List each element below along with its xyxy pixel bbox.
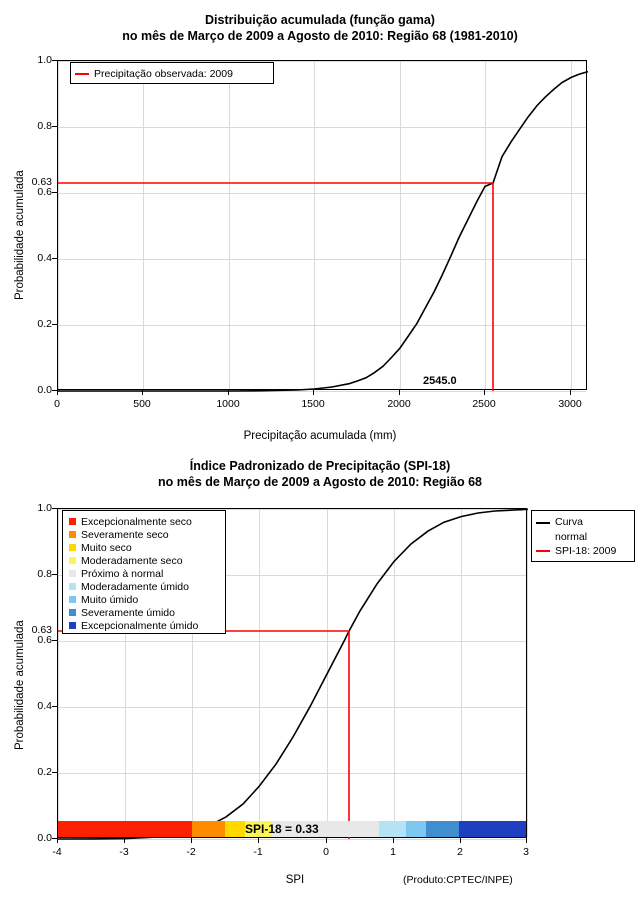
tick xyxy=(52,706,57,707)
colorbar-segment xyxy=(459,821,526,837)
tick xyxy=(526,838,527,843)
legend-item-label: Curva xyxy=(555,516,584,528)
legend-item-label: Excepcionalmente úmido xyxy=(81,619,199,632)
tick xyxy=(399,390,400,395)
legend-item-proximo-a-normal[interactable] xyxy=(63,567,225,580)
xtick-label: 3000 xyxy=(558,398,582,410)
legend-dot-icon xyxy=(69,518,76,525)
tick xyxy=(52,192,57,193)
tick xyxy=(570,390,571,395)
tick xyxy=(191,838,192,843)
legend-item-label: Muito úmido xyxy=(81,593,139,606)
ytick-label: 0.6 xyxy=(37,634,52,646)
legend-dot-icon xyxy=(69,622,76,629)
xtick-label: 500 xyxy=(133,398,151,410)
tick xyxy=(142,390,143,395)
legend-dot-icon xyxy=(69,583,76,590)
legend-item-label: normal xyxy=(555,531,588,543)
legend-dot-icon xyxy=(69,609,76,616)
spi-chart xyxy=(0,450,640,900)
tick xyxy=(258,838,259,843)
legend-item-muito-seco[interactable] xyxy=(63,541,225,554)
ytick-label: 1.0 xyxy=(37,502,52,514)
tick xyxy=(326,838,327,843)
tick xyxy=(52,60,57,61)
legend-item-spi-2009[interactable] xyxy=(532,544,634,558)
colorbar-segment xyxy=(58,821,192,837)
xtick-label: 2500 xyxy=(472,398,496,410)
chart-title-top-line1: Distribuição acumulada (função gama) xyxy=(205,13,435,27)
tick xyxy=(52,508,57,509)
legend-item-label: Moderadamente úmido xyxy=(81,580,189,593)
tick xyxy=(313,390,314,395)
xtick-label: 1500 xyxy=(301,398,325,410)
legend-item-excepcionalmente-seco[interactable] xyxy=(63,515,225,528)
tick xyxy=(57,390,58,395)
chart-title-bottom xyxy=(0,458,640,490)
xtick-label: 1 xyxy=(390,846,396,858)
xaxis-title-bottom: SPI xyxy=(285,874,305,886)
legend-dot-icon xyxy=(69,557,76,564)
colorbar-segment xyxy=(192,821,225,837)
chart-title-top xyxy=(0,12,640,44)
curve-svg-top xyxy=(58,61,588,391)
colorbar-segment xyxy=(406,821,426,837)
ytick-label: 0.8 xyxy=(37,120,52,132)
ytick-label: 0.4 xyxy=(37,252,52,264)
legend-spacer-icon xyxy=(536,536,550,538)
ytick-label: 0.8 xyxy=(37,568,52,580)
legend-item-label: Severamente úmido xyxy=(81,606,175,619)
legend-dot-icon xyxy=(69,596,76,603)
xtick-label: 2000 xyxy=(387,398,411,410)
colorbar-segment xyxy=(225,821,245,837)
tick xyxy=(228,390,229,395)
chart-title-top-line2: no mês de Março de 2009 a Agosto de 2010: Região 68 (1981-2010) xyxy=(122,29,518,43)
highlight-y-label-bottom: 0.63 xyxy=(31,624,52,636)
ytick-label: 0.0 xyxy=(37,384,52,396)
legend-item-excepcionalmente-umido[interactable] xyxy=(63,619,225,632)
tick xyxy=(124,838,125,843)
tick xyxy=(52,324,57,325)
legend-item-label: Próximo à normal xyxy=(81,567,164,580)
ytick-label: 1.0 xyxy=(37,54,52,66)
curve-legend[interactable] xyxy=(531,510,635,562)
legend-top[interactable] xyxy=(70,62,274,84)
xtick-label: 0 xyxy=(323,846,329,858)
legend-item-label: Precipitação observada: 2009 xyxy=(94,67,233,80)
tick xyxy=(52,126,57,127)
legend-item-severamente-seco[interactable] xyxy=(63,528,225,541)
legend-item-moderadamente-seco[interactable] xyxy=(63,554,225,567)
tick xyxy=(393,838,394,843)
xtick-label: 3 xyxy=(523,846,529,858)
tick xyxy=(52,258,57,259)
colorbar-segment xyxy=(426,821,459,837)
legend-dot-icon xyxy=(69,544,76,551)
legend-line-swatch-icon xyxy=(75,73,89,75)
plot-area-top xyxy=(57,60,587,390)
legend-dot-icon xyxy=(69,531,76,538)
tick xyxy=(52,640,57,641)
tick xyxy=(460,838,461,843)
tick xyxy=(52,574,57,575)
legend-item-label: Muito seco xyxy=(81,541,132,554)
xaxis-title-top: Precipitação acumulada (mm) xyxy=(243,430,397,442)
xtick-label: -1 xyxy=(253,846,263,858)
chart-title-bottom-line2: no mês de Março de 2009 a Agosto de 2010: Região 68 xyxy=(158,475,482,489)
chart-title-bottom-line1: Índice Padronizado de Precipitação (SPI-18) xyxy=(189,459,451,473)
ytick-label: 0.0 xyxy=(37,832,52,844)
legend-dot-icon xyxy=(69,570,76,577)
legend-item-severamente-umido[interactable] xyxy=(63,606,225,619)
spi-category-legend[interactable] xyxy=(62,510,226,634)
yaxis-title-top: Probabilidade acumulada xyxy=(14,170,26,300)
legend-item-curva-normal-line2 xyxy=(532,530,634,544)
credit-label: (Produto:CPTEC/INPE) xyxy=(403,874,513,886)
ytick-label: 0.6 xyxy=(37,186,52,198)
tick xyxy=(57,838,58,843)
spi-value-label: SPI-18 = 0.33 xyxy=(245,822,319,836)
xtick-label: 1000 xyxy=(216,398,240,410)
xtick-label: -4 xyxy=(52,846,62,858)
ytick-label: 0.2 xyxy=(37,766,52,778)
xtick-label: 2 xyxy=(457,846,463,858)
xtick-label: -2 xyxy=(186,846,196,858)
tick xyxy=(484,390,485,395)
observed-value-label: 2545.0 xyxy=(423,375,457,387)
highlight-y-label-top: 0.63 xyxy=(31,176,52,188)
colorbar-segment xyxy=(379,821,406,837)
ytick-label: 0.4 xyxy=(37,700,52,712)
tick xyxy=(52,772,57,773)
legend-line-swatch-icon xyxy=(536,522,550,524)
legend-item-label: Moderadamente seco xyxy=(81,554,183,567)
legend-item-label: Severamente seco xyxy=(81,528,169,541)
yaxis-title-bottom: Probabilidade acumulada xyxy=(14,620,26,750)
ytick-label: 0.2 xyxy=(37,318,52,330)
legend-item-label: Excepcionalmente seco xyxy=(81,515,192,528)
xtick-label: -3 xyxy=(119,846,129,858)
legend-item[interactable] xyxy=(71,67,273,80)
legend-line-swatch-icon xyxy=(536,550,550,552)
xtick-label: 0 xyxy=(54,398,60,410)
legend-item-label: SPI-18: 2009 xyxy=(555,545,617,557)
legend-item-curva-normal[interactable] xyxy=(532,516,634,530)
legend-item-muito-umido[interactable] xyxy=(63,593,225,606)
legend-item-moderadamente-umido[interactable] xyxy=(63,580,225,593)
